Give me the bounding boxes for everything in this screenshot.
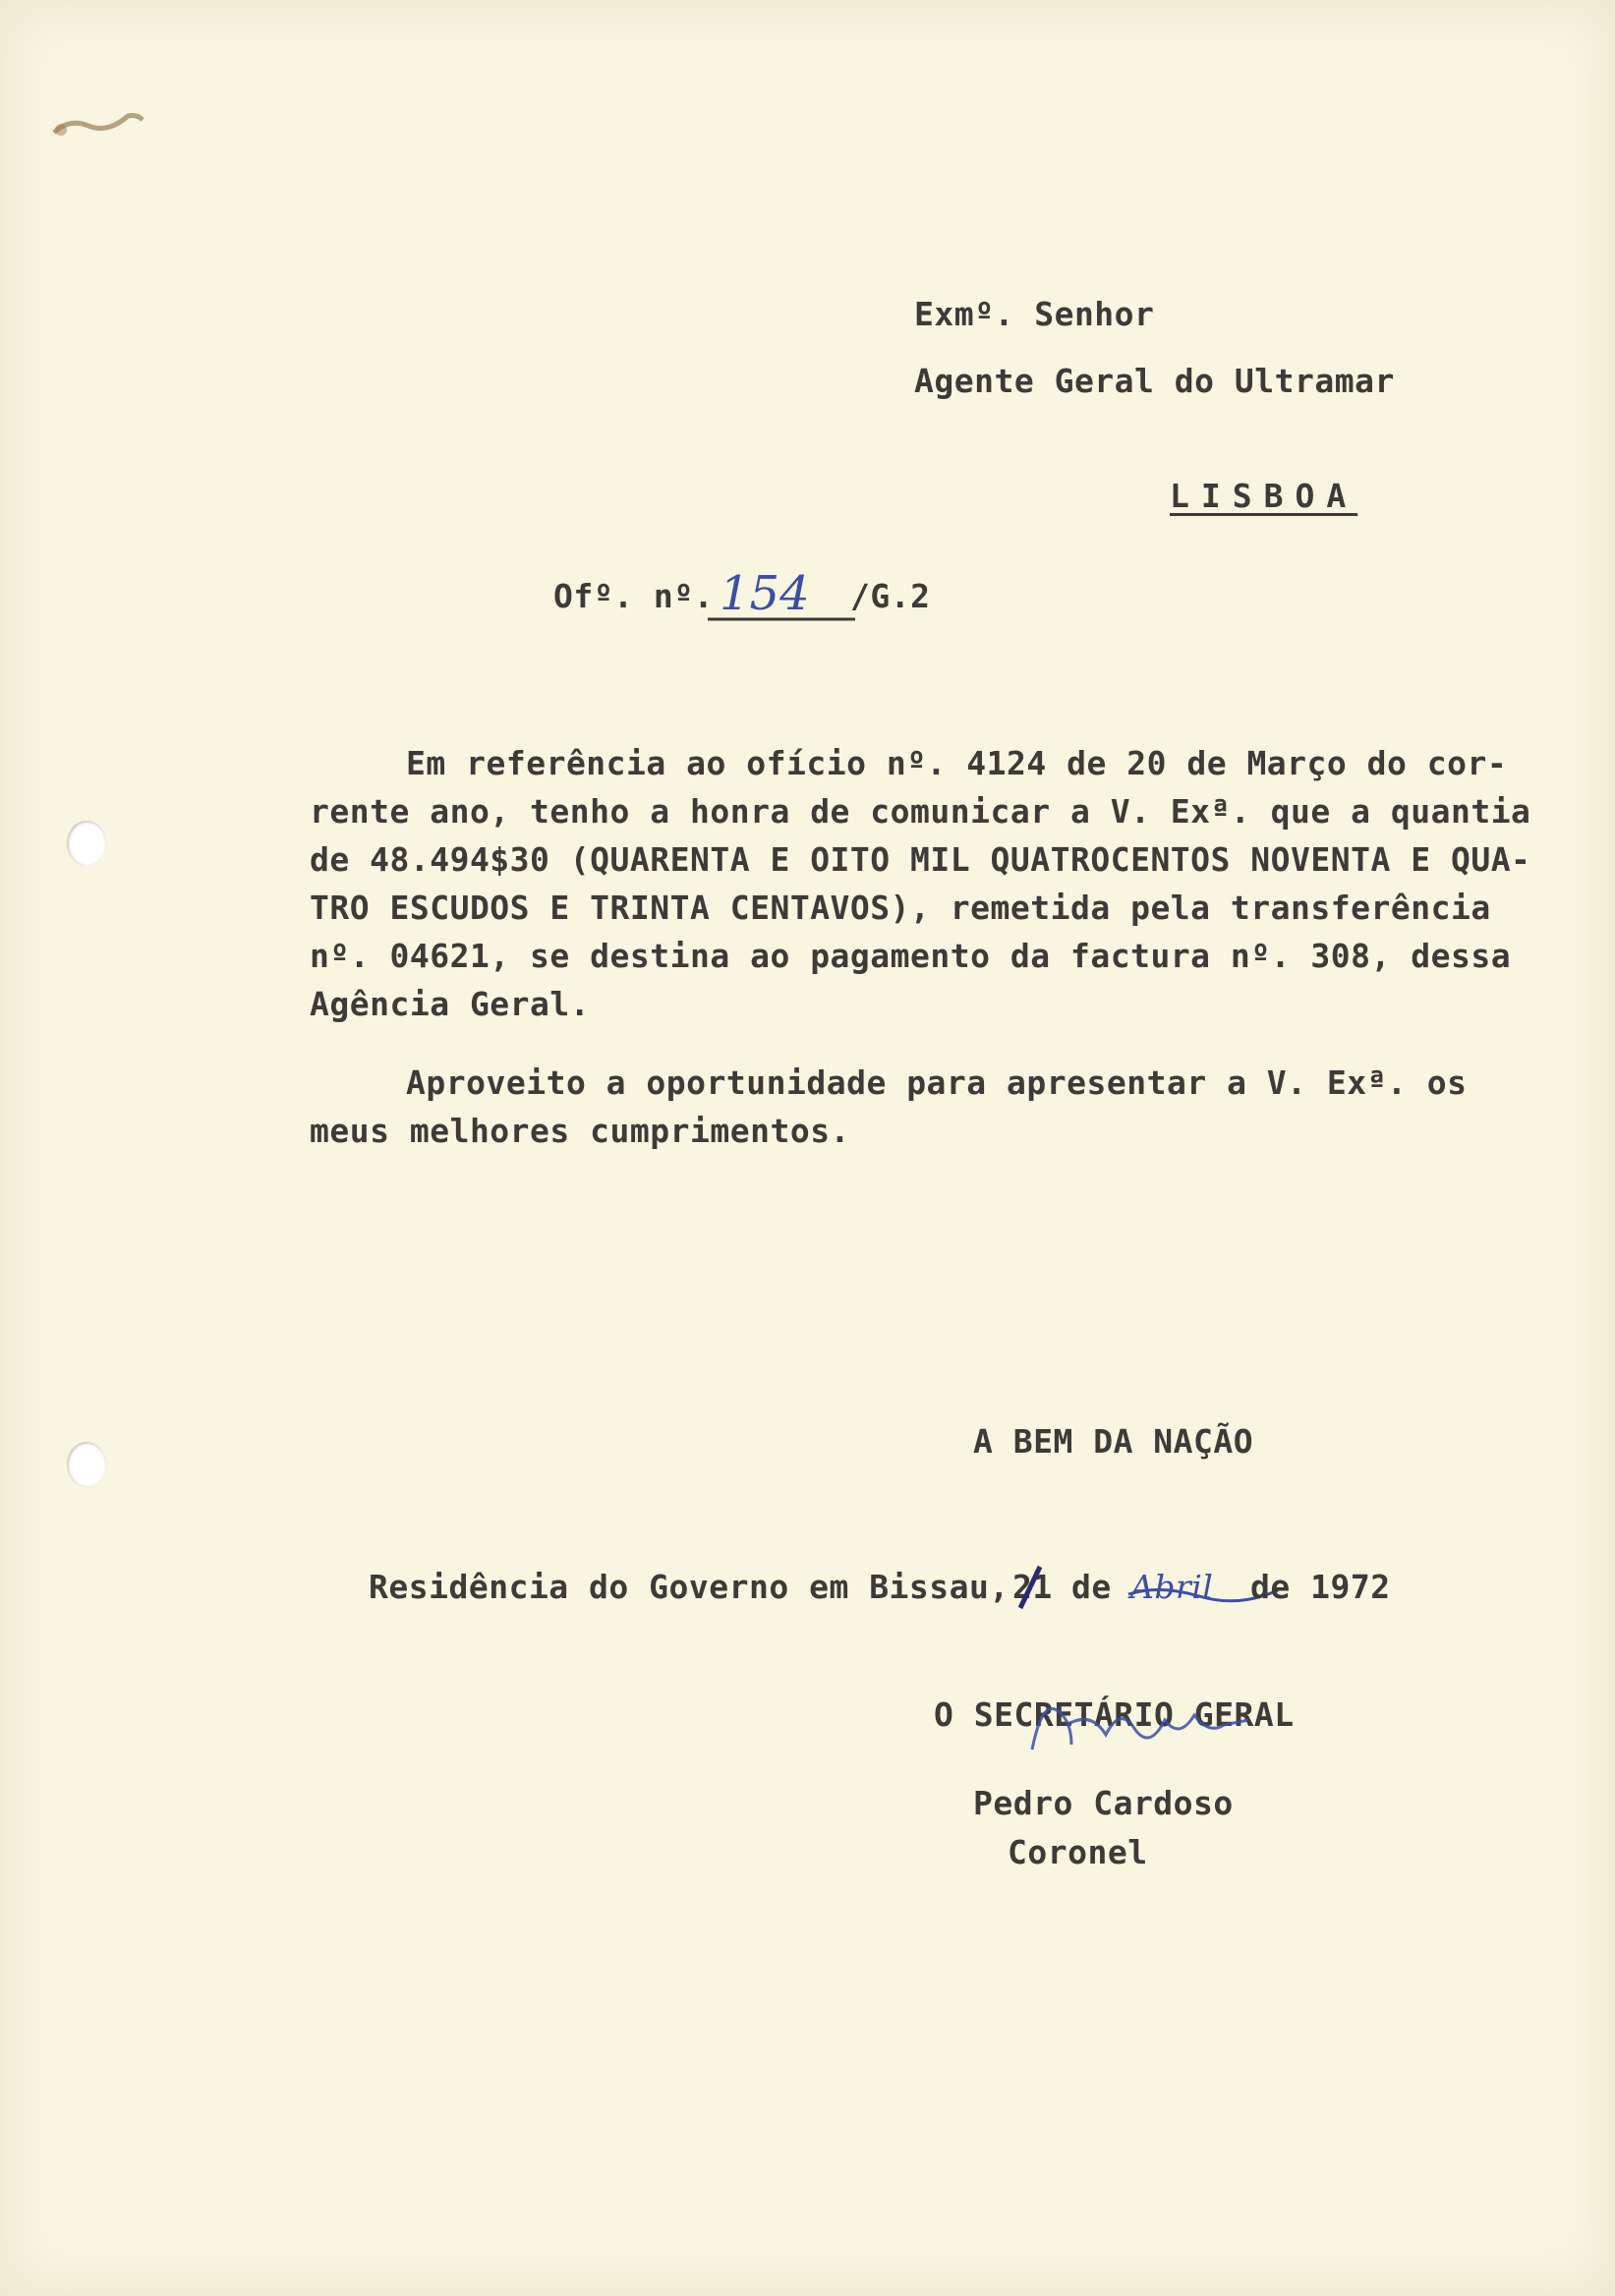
reference-prefix: Ofº. nº. [553, 577, 714, 615]
day-correction-mark [1010, 1563, 1050, 1612]
recipient-salutation: Exmº. Senhor [914, 295, 1155, 333]
body-line-2: rente ano, tenho a honra de comunicar a V. Exª. que a quantia [310, 792, 1531, 831]
closing-line-1: Aproveito a oportunidade para apresentar a V. Exª. os [406, 1063, 1468, 1102]
dateline-place: Residência do Governo em Bissau, [369, 1568, 1009, 1606]
motto: A BEM DA NAÇÃO [973, 1422, 1254, 1461]
body-line-3: de 48.494$30 (QUARENTA E OITO MIL QUATROCENTOS NOVENTA E QUA- [310, 840, 1531, 879]
dateline-day: 21 [1012, 1568, 1053, 1606]
closing-line-2: meus melhores cumprimentos. [310, 1112, 850, 1150]
dateline-year: de 1972 [1250, 1568, 1391, 1606]
dateline-month: Abril [1130, 1568, 1214, 1606]
handwritten-reference-number [708, 560, 855, 629]
signatory-name: Pedro Cardoso [973, 1784, 1234, 1822]
body-line-4: TRO ESCUDOS E TRINTA CENTAVOS), remetida pela transferência [310, 889, 1491, 927]
punch-hole-upper [67, 821, 106, 866]
signature-role: O SECRETÁRIO GERAL [934, 1695, 1295, 1734]
signatory-rank: Coronel [1008, 1833, 1148, 1871]
handwritten-signature [1012, 1691, 1258, 1769]
body-line-6: Agência Geral. [310, 985, 591, 1023]
recipient-city: LISBOA [1170, 477, 1358, 515]
handwritten-reference-number-text: 154 [720, 566, 810, 621]
rust-stain [49, 108, 147, 147]
reference-suffix: /G.2 [850, 577, 931, 615]
recipient-title: Agente Geral do Ultramar [914, 362, 1395, 400]
body-line-5: nº. 04621, se destina ao pagamento da factura nº. 308, dessa [310, 937, 1512, 975]
body-line-1: Em referência ao ofício nº. 4124 de 20 de Março do cor- [406, 744, 1508, 782]
punch-hole-lower [67, 1442, 106, 1487]
dateline-connector: de [1071, 1568, 1112, 1606]
